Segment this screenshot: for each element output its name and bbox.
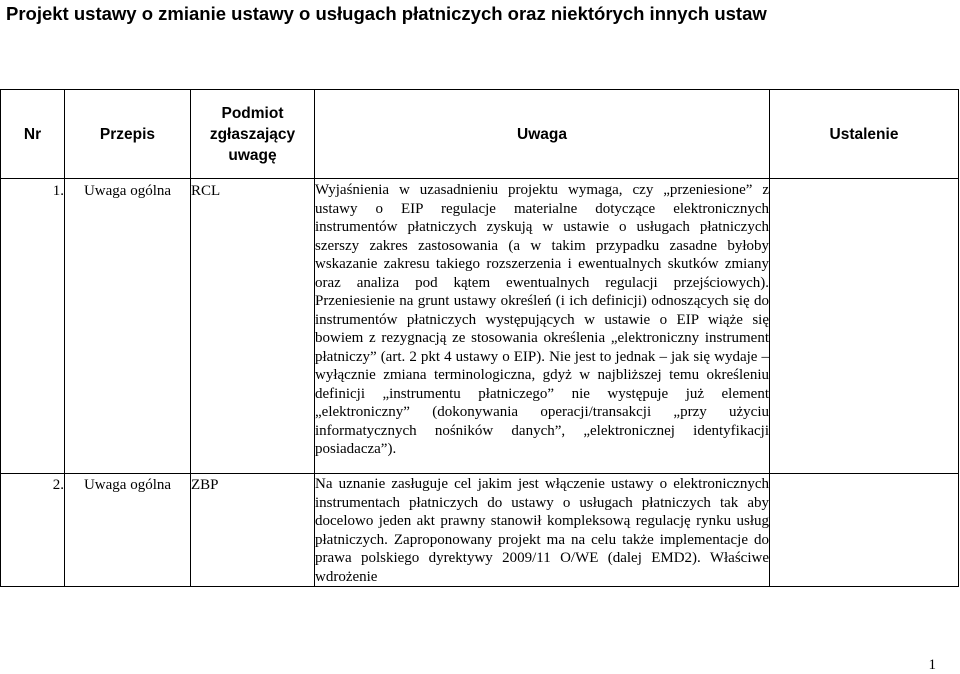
row-uwaga — [315, 179, 770, 474]
row-ustalenie — [770, 179, 959, 474]
uwaga-text: Wyjaśnienia w uzasadnieniu projektu wymaga, czy „przeniesione” z ustawy o EIP regulacje materialne dotyczące elektronicznych instrumentów płatniczych zyskują w ustawie o usługach płatniczych szerszy zakres zastosowania (a w takim przypadku zasadne byłoby wskazanie zakresu takiego rozszerzenia i ewentualnych skutków zmiany oraz analiza pod kątem ewentualnych regulacji przejściowych). Przeniesienie na grunt ustawy określeń (i ich definicji) odnoszących się do instrumentów płatniczych występujących w ustawie o EIP wiąże się bowiem z rezygnacją ze stosowania określenia „elektroniczny instrument płatniczy” (art. 2 pkt 4 ustawy o EIP). Nie jest to jednak – jak się wydaje – wyłącznie zmiana terminologiczna, gdyż w najbliższej temu określeniu definicji „instrumentu płatniczego” nie występuje już element „elektroniczny” (dokonywania operacji/transakcji „przy użyciu informatycznych nośników danych”, „elektronicznej identyfikacji posiadacza”). — [315, 182, 769, 457]
remarks-table — [0, 89, 959, 587]
header-ustalenie: Ustalenie — [770, 90, 959, 179]
table-row — [1, 474, 959, 587]
row-uwaga — [315, 474, 770, 587]
row-podmiot: ZBP — [191, 474, 315, 587]
row-number: 2. — [1, 474, 65, 587]
header-nr: Nr — [1, 90, 65, 179]
row-ustalenie — [770, 474, 959, 587]
row-przepis: Uwaga ogólna — [65, 474, 191, 587]
header-podmiot: Podmiot zgłaszający uwagę — [191, 90, 315, 179]
header-przepis: Przepis — [65, 90, 191, 179]
document-title: Projekt ustawy o zmianie ustawy o usługach płatniczych oraz niektórych innych ustaw — [6, 3, 767, 24]
row-number: 1. — [1, 179, 65, 474]
row-przepis: Uwaga ogólna — [65, 179, 191, 474]
table-row — [1, 179, 959, 474]
table-header-row — [1, 90, 959, 179]
uwaga-text: Na uznanie zasługuje cel jakim jest włączenie ustawy o elektronicznych instrumentach płatniczych do ustawy o usługach płatniczych tak aby docelowo jeden akt prawny stanowił kompleksową regulację rynku usług płatniczych. Zaproponowany projekt ma na celu także implementacje do prawa polskiego dyrektywy 2009/11 O/WE (dalej EMD2). Właściwe wdrożenie — [315, 476, 769, 585]
row-podmiot: RCL — [191, 179, 315, 474]
header-uwaga: Uwaga — [315, 90, 770, 179]
page-number: 1 — [928, 657, 936, 673]
